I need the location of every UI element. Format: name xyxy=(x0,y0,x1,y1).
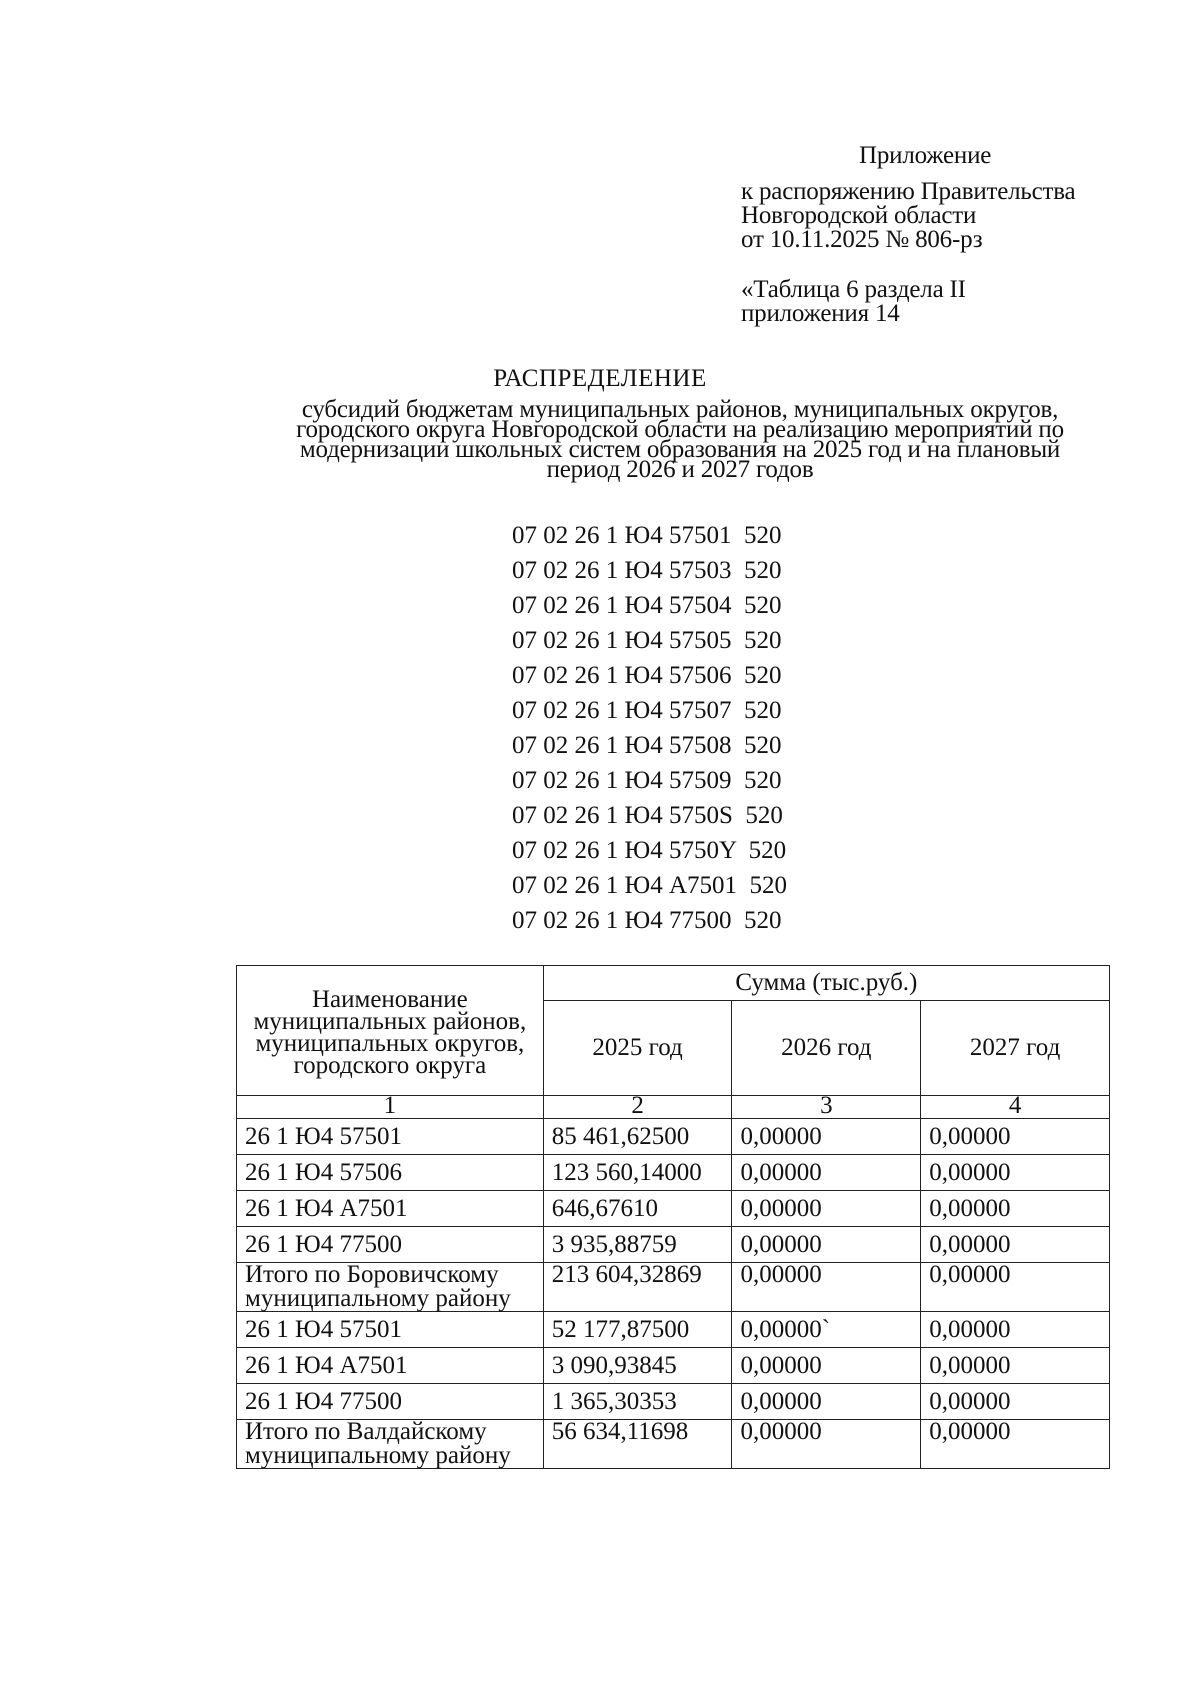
value-2025: 3 935,88759 xyxy=(543,1227,732,1263)
annex-order-line: к распоряжению Правительства xyxy=(741,178,1076,205)
table-row xyxy=(237,1384,1110,1420)
budget-code: 07 02 26 1 Ю4 57501 520 xyxy=(512,522,782,549)
value-2026: 0,00000 xyxy=(732,1155,921,1191)
subtitle-line: период 2026 и 2027 годов xyxy=(546,456,814,483)
value-2026: 0,00000 xyxy=(732,1384,921,1420)
table-row xyxy=(237,1312,1110,1348)
annex-order-line: от 10.11.2025 № 806-рз xyxy=(741,226,983,253)
annex-order-line: Новгородской области xyxy=(741,202,977,229)
column-number: 2 xyxy=(543,1096,732,1119)
annex-order-reference xyxy=(741,180,1161,252)
annex-table-reference xyxy=(741,278,1161,326)
value-2026: 0,00000 xyxy=(732,1348,921,1384)
value-2025: 3 090,93845 xyxy=(543,1348,732,1384)
budget-code: 07 02 26 1 Ю4 77500 520 xyxy=(512,907,782,934)
total-row xyxy=(237,1263,1110,1312)
row-name: Итого по Боровичскому муниципальному району xyxy=(237,1263,544,1312)
row-name: 26 1 Ю4 A7501 xyxy=(237,1348,544,1384)
annex-table-ref-line: «Таблица 6 раздела II xyxy=(741,276,966,303)
budget-code: 07 02 26 1 Ю4 57506 520 xyxy=(512,662,782,689)
row-name: 26 1 Ю4 A7501 xyxy=(237,1191,544,1227)
value-2025: 213 604,32869 xyxy=(543,1263,732,1312)
budget-code: 07 02 26 1 Ю4 57508 520 xyxy=(512,732,782,759)
budget-code: 07 02 26 1 Ю4 57503 520 xyxy=(512,557,782,584)
value-2026: 0,00000 xyxy=(732,1227,921,1263)
value-2026: 0,00000 xyxy=(732,1119,921,1155)
value-2027: 0,00000 xyxy=(921,1227,1110,1263)
annex-table-ref-line: приложения 14 xyxy=(741,300,900,327)
row-name: 26 1 Ю4 77500 xyxy=(237,1227,544,1263)
value-2026: 0,00000 xyxy=(732,1420,921,1469)
budget-code: 07 02 26 1 Ю4 57509 520 xyxy=(512,767,782,794)
value-2025: 52 177,87500 xyxy=(543,1312,732,1348)
document-heading: РАСПРЕДЕЛЕНИЕ xyxy=(493,365,707,392)
table-row xyxy=(237,1191,1110,1227)
row-name: 26 1 Ю4 57501 xyxy=(237,1312,544,1348)
budget-code: 07 02 26 1 Ю4 57505 520 xyxy=(512,627,782,654)
subtitle-line: модернизации школьных систем образования на 2025 год и на плановый xyxy=(299,436,1061,463)
column-number: 1 xyxy=(237,1096,544,1119)
value-2025: 56 634,11698 xyxy=(543,1420,732,1469)
budget-code: 07 02 26 1 Ю4 5750Y 520 xyxy=(512,837,787,864)
value-2027: 0,00000 xyxy=(921,1119,1110,1155)
header-year-2025: 2025 год xyxy=(543,1001,732,1096)
value-2027: 0,00000 xyxy=(921,1384,1110,1420)
budget-code: 07 02 26 1 Ю4 57504 520 xyxy=(512,592,782,619)
subsidy-distribution-table xyxy=(236,965,1110,1469)
value-2025: 1 365,30353 xyxy=(543,1384,732,1420)
value-2027: 0,00000 xyxy=(921,1420,1110,1469)
row-name: Итого по Валдайскому муниципальному району xyxy=(237,1420,544,1469)
value-2027: 0,00000 xyxy=(921,1155,1110,1191)
budget-code: 07 02 26 1 Ю4 A7501 520 xyxy=(512,872,787,899)
row-name: 26 1 Ю4 57501 xyxy=(237,1119,544,1155)
table-row xyxy=(237,1227,1110,1263)
value-2026: 0,00000` xyxy=(732,1312,921,1348)
budget-code: 07 02 26 1 Ю4 57507 520 xyxy=(512,697,782,724)
table-row xyxy=(237,1155,1110,1191)
budget-code-list xyxy=(512,518,912,938)
value-2027: 0,00000 xyxy=(921,1312,1110,1348)
column-number: 4 xyxy=(921,1096,1110,1119)
column-number: 3 xyxy=(732,1096,921,1119)
table-row xyxy=(237,1348,1110,1384)
row-name: 26 1 Ю4 57506 xyxy=(237,1155,544,1191)
value-2027: 0,00000 xyxy=(921,1348,1110,1384)
value-2026: 0,00000 xyxy=(732,1191,921,1227)
value-2025: 123 560,14000 xyxy=(543,1155,732,1191)
annex-title: Приложение xyxy=(859,142,992,169)
column-number-row xyxy=(237,1096,1110,1119)
subtitle-line: городского округа Новгородской области на реализацию мероприятий по xyxy=(296,416,1064,443)
table-row xyxy=(237,1119,1110,1155)
value-2027: 0,00000 xyxy=(921,1263,1110,1312)
value-2025: 646,67610 xyxy=(543,1191,732,1227)
header-year-2026: 2026 год xyxy=(732,1001,921,1096)
budget-code: 07 02 26 1 Ю4 5750S 520 xyxy=(512,802,783,829)
total-row xyxy=(237,1420,1110,1469)
header-amount: Сумма (тыс.руб.) xyxy=(543,966,1109,1001)
subtitle-line: субсидий бюджетам муниципальных районов, муниципальных округов, xyxy=(301,396,1059,423)
value-2025: 85 461,62500 xyxy=(543,1119,732,1155)
value-2027: 0,00000 xyxy=(921,1191,1110,1227)
row-name: 26 1 Ю4 77500 xyxy=(237,1384,544,1420)
document-subtitle xyxy=(200,396,1160,483)
header-municipality-name: Наименование муниципальных районов, муниципальных округов, городского округа xyxy=(237,966,544,1096)
header-year-2027: 2027 год xyxy=(921,1001,1110,1096)
value-2026: 0,00000 xyxy=(732,1263,921,1312)
